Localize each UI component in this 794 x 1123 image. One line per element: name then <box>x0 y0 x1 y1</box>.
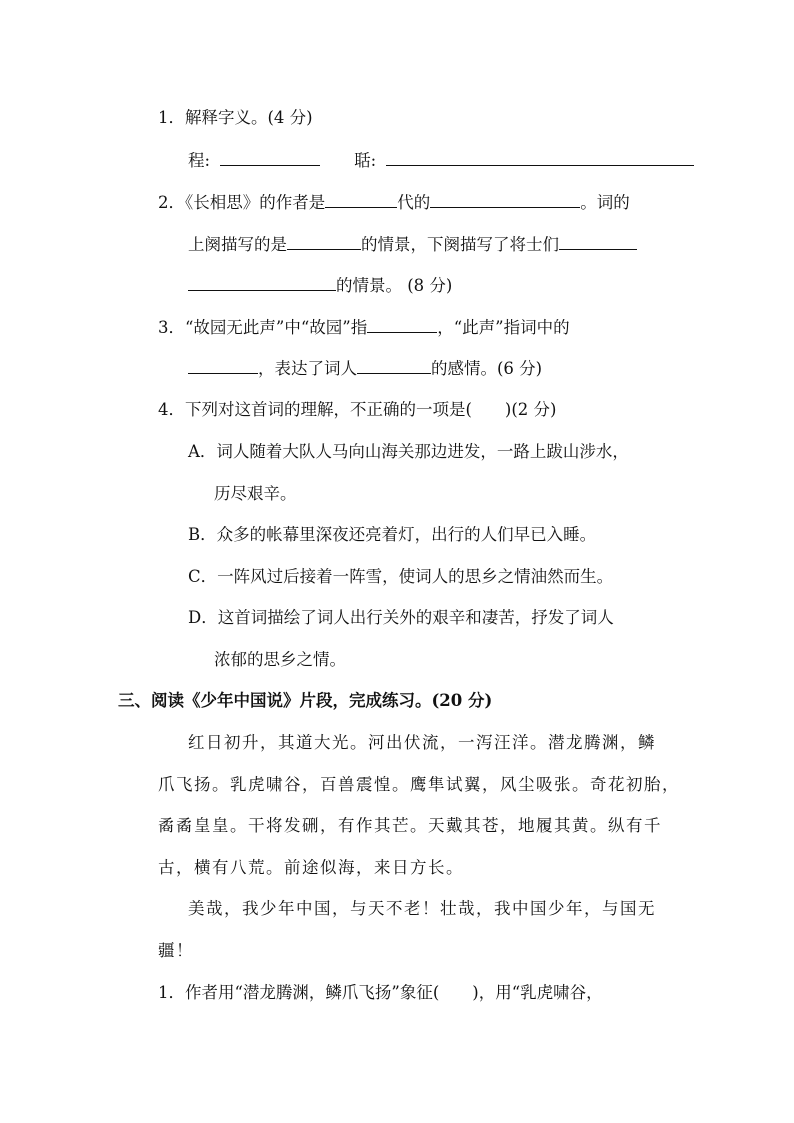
answer-blank[interactable] <box>386 149 694 166</box>
q3-text: 3．“故园无此声”中“故园”指 <box>158 318 368 337</box>
answer-blank[interactable] <box>188 357 258 374</box>
q2-text: 的情景，下阕描写了将士们 <box>361 235 559 254</box>
q2-text: 的情景。 (8 分) <box>336 276 453 295</box>
q4-option-d-cont: 浓郁的思乡之情。 <box>214 650 346 669</box>
q3-text: ，“此声”指词中的 <box>437 318 570 337</box>
answer-blank[interactable] <box>188 274 336 291</box>
answer-blank[interactable] <box>220 149 320 166</box>
q3-line-2 <box>188 357 542 380</box>
passage-line: 美哉，我少年中国，与天不老！壮哉，我中国少年，与国无 <box>188 899 656 918</box>
q4-label: 4．下列对这首词的理解，不正确的一项是( )(2 分) <box>158 400 557 419</box>
q2-text: 上阕描写的是 <box>188 235 287 254</box>
q1-row <box>188 149 694 172</box>
passage-line: 疆！ <box>158 941 194 960</box>
answer-blank[interactable] <box>325 191 397 208</box>
q4-option-b[interactable]: B．众多的帐幕里深夜还亮着灯，出行的人们早已入睡。 <box>188 525 597 544</box>
section-3-title: 三、阅读《少年中国说》片段，完成练习。(20 分) <box>118 691 493 710</box>
q4-option-a-cont: 历尽艰辛。 <box>214 484 297 503</box>
q4-option-c[interactable]: C．一阵风过后接着一阵雪，使词人的思乡之情油然而生。 <box>188 567 614 586</box>
q2-line-3 <box>188 274 452 297</box>
passage-line: 古，横有八荒。前途似海，来日方长。 <box>158 858 464 877</box>
answer-blank[interactable] <box>430 191 580 208</box>
q3-text: 的感情。(6 分) <box>431 359 543 378</box>
q4-option-d[interactable]: D．这首词描绘了词人出行关外的艰辛和凄苦，抒发了词人 <box>188 608 614 627</box>
passage-line: 矞矞皇皇。干将发硎，有作其芒。天戴其苍，地履其黄。纵有千 <box>158 816 662 835</box>
passage-line: 红日初升，其道大光。河出伏流，一泻汪洋。潜龙腾渊，鳞 <box>188 733 656 752</box>
q2-text: 代的 <box>397 193 431 212</box>
answer-blank[interactable] <box>559 233 637 250</box>
q1-char-a: 程: <box>188 151 211 170</box>
q2-line-1 <box>158 191 630 214</box>
q1-char-b: 聒: <box>354 151 377 170</box>
answer-blank[interactable] <box>357 357 431 374</box>
q3-line-1 <box>158 316 570 339</box>
passage-line: 爪飞扬。乳虎啸谷，百兽震惶。鹰隼试翼，风尘吸张。奇花初胎， <box>158 775 680 794</box>
q2-text: 。词的 <box>580 193 630 212</box>
q2-text: 2．《长相思》的作者是 <box>158 193 326 212</box>
answer-blank[interactable] <box>367 316 437 333</box>
q4-option-a[interactable]: A．词人随着大队人马向山海关那边进发，一路上跋山涉水， <box>188 442 629 461</box>
q2-line-2 <box>188 233 637 256</box>
q3-text: ，表达了词人 <box>258 359 357 378</box>
answer-blank[interactable] <box>287 233 361 250</box>
q1-label: 1．解释字义。(4 分) <box>158 108 313 127</box>
section-3-q1: 1．作者用“潜龙腾渊，鳞爪飞扬”象征( )，用“乳虎啸谷， <box>158 983 603 1002</box>
